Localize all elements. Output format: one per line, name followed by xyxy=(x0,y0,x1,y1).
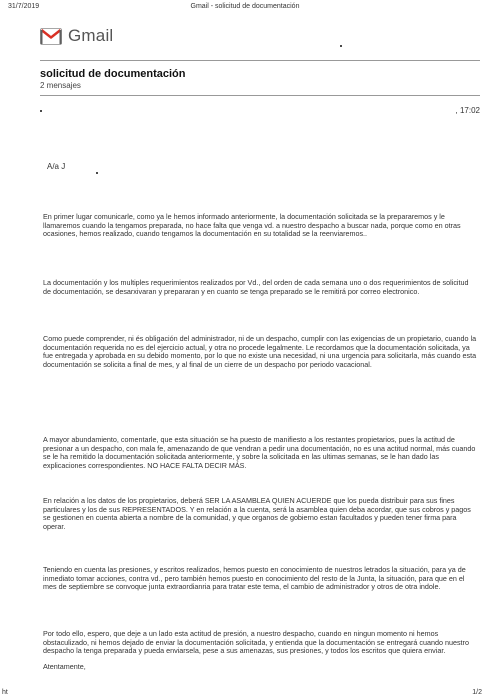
print-title: Gmail - solicitud de documentación xyxy=(190,3,300,10)
page-number: 1/2 xyxy=(472,689,482,696)
greeting xyxy=(47,162,65,171)
footer-mark: ht xyxy=(2,689,8,696)
subject-divider xyxy=(40,95,480,96)
gmail-m-icon xyxy=(40,28,62,45)
thread-subject: solicitud de documentación xyxy=(40,68,186,80)
print-date: 31/7/2019 xyxy=(8,3,40,10)
sign-off: Atentamente, xyxy=(43,662,86,671)
scan-speck xyxy=(340,45,342,47)
paragraph: A mayor abundamiento, comentarle, que esta situación se ha puesto de manifiesto a los restantes propietarios, pues la actitud de presionar a un despacho, con mala fe, amenazando de que vendran a pedir una documentación, no es una actitud normal, más cuando se le ha remitido la documentación solicitada anteriormente, y sobre la solicitada en las ultimas semanas, se le han dado las explicaciones correspondientes. NO HACE FALTA DECIR MÁS. xyxy=(43,435,476,470)
message-count: 2 mensajes xyxy=(40,81,81,90)
paragraph: En relación a los datos de los propietarios, deberá SER LA ASAMBLEA QUIEN ACUERDE que los pueda distribuir para sus fines particulares y los de sus REPRESENTADOS. Y en relación a la cuenta, será la asamblea quien deba acordar, que sus cobros y pagos se gestionen en cuenta abierta a nombre de la comunidad, y que organos de gobierno estan facultados y pueden tener firma para operar. xyxy=(43,496,471,531)
paragraph: Por todo ello, espero, que deje a un lado esta actitud de presión, a nuestro despacho, cuando en ningun momento ni hemos obstaculizado, ni hemos dejado de enviar la documentación solicitada, y entienda que la documentación se entregará cuando nuestro despacho la tenga preparada y pueda enviarsela, pese a sus amenazas, sus presiones, y todos los escritos que quiera enviar. xyxy=(43,629,469,656)
gmail-wordmark: Gmail xyxy=(68,26,114,45)
greeting-text: A/a J xyxy=(47,162,66,171)
paragraph: En primer lugar comunicarle, como ya le hemos informado anteriormente, la documentación solicitada se la prepararemos y le llamaremos cuando la tengamos preparada, no hace falta que venga vd. a nuestro despacho a buscar nada, porque como en otras ocasiones, hemos realizado, cuando tengamos la documentación en su totalidad se la reenviaremos.. xyxy=(43,212,461,239)
print-header xyxy=(8,3,482,15)
paragraph: La documentación y los multiples requerimientos realizados por Vd., del orden de cada semana uno o dos requerimientos de solicitud de documentación, se desarxivaran y prepararan y en cuanto se tenga preparado se le remitirá por correo electronico. xyxy=(43,278,469,296)
header-divider xyxy=(40,60,480,61)
scan-speck xyxy=(96,172,98,174)
paragraph: Teniendo en cuenta las presiones, y escritos realizados, hemos puesto en conocimiento de nuestros letrados la situación, para ya de inmediato tomar acciones, contra vd., pero también hemos puesto en conocimiento del resto de la Junta, la situación, para que en el mes de septiembre se convoque junta extraordianria para tratar este tema, el cambio de administrador y otros de otra indole. xyxy=(43,565,466,592)
scan-speck xyxy=(40,110,42,112)
message-time: , 17:02 xyxy=(455,106,480,115)
paragraph: Como puede comprender, ni és obligación del administrador, ni de un despacho, cumplir con las exigencias de un propietario, cuando la documentación requerida no es del ejercicio actual, y otra no procede legalmente. Le recordamos que la documentación solicitada, ya fue entregada y aprobada en su debido momento, por lo que no existe una necesidad, ni una urgencia para solicitarla, más cuando esta documentación se solicita a final de mes, y al final de un cierre de un despacho por periodo vacacional. xyxy=(43,334,477,369)
gmail-logo xyxy=(40,26,113,46)
